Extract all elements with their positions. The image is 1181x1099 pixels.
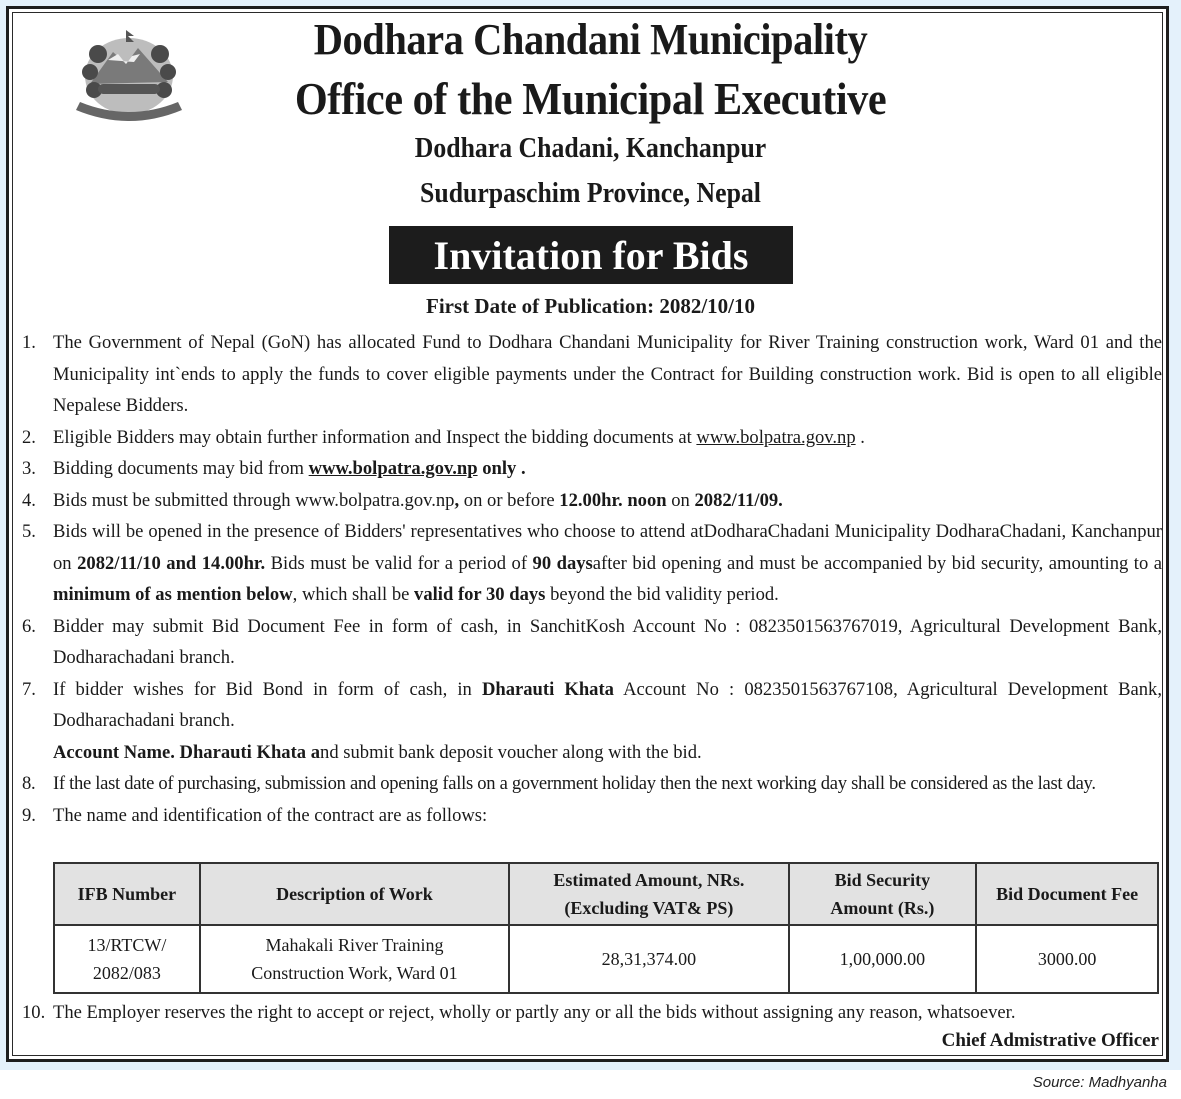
terms-list (22, 327, 1162, 831)
cell-bid-document-fee: 3000.00 (976, 925, 1158, 993)
table-row (54, 925, 1158, 993)
cell-estimated-amount: 28,31,374.00 (509, 925, 788, 993)
bolpatra-link[interactable]: www.bolpatra.gov.np (696, 426, 856, 448)
term-item-9: 9. The name and identification of the contract are as follows: (22, 804, 488, 826)
term-item-10: 10. The Employer reserves the right to accept or reject, wholly or partly any or all the bids without assigning any reason, whatsoever. (22, 1002, 1016, 1023)
col-estimated-amount: Estimated Amount, NRs. (Excluding VAT& PS) (509, 863, 788, 925)
cell-ifb-number: 13/RTCW/ 2082/083 (54, 925, 200, 993)
contract-table (53, 862, 1159, 994)
account-name-note: Account Name. Dharauti Khata and submit bank deposit voucher along with the bid. (53, 741, 702, 763)
term-item-3: 3. Bidding documents may bid from www.bolpatra.gov.np only . (22, 458, 526, 479)
col-ifb-number: IFB Number (54, 863, 200, 925)
col-description: Description of Work (200, 863, 509, 925)
term-item-7: 7. If bidder wishes for Bid Bond in form of cash, in Dharauti Khata Account No : 0823501563767108, Agricultural Development Bank, Dodharachadani branch. (22, 678, 1162, 731)
invitation-banner: Invitation for Bids (389, 226, 793, 284)
address-line-1: Dodhara Chadani, Kanchanpur (414, 133, 767, 164)
office-name: Office of the Municipal Executive (294, 73, 887, 124)
cell-bid-security: 1,00,000.00 (789, 925, 977, 993)
col-bid-security: Bid Security Amount (Rs.) (789, 863, 977, 925)
term-item-4: 4. Bids must be submitted through www.bolpatra.gov.np, on or before 12.00hr. noon on 2082/11/09. (22, 489, 783, 511)
signatory-title: Chief Admistrative Officer (941, 1030, 1159, 1051)
source-credit: Source: Madhyanha (1032, 1074, 1167, 1091)
municipality-name: Dodhara Chandani Municipality (313, 15, 868, 64)
cell-description: Mahakali River Training Construction Work, Ward 01 (200, 925, 509, 993)
term-item-1: 1. The Government of Nepal (GoN) has allocated Fund to Dodhara Chandani Municipality for River Training construction work, Ward 01 and the Municipality int`ends to apply the funds to cover eligible payments under the Contract for Building construction work. Bid is open to all eligible Nepalese Bidders. (22, 332, 1162, 416)
table-header-row (54, 863, 1158, 925)
term-item-5: 5. Bids will be opened in the presence of Bidders' representatives who choose to attend atDodharaChadani Municipality DodharaChadani, Kanchanpur on 2082/11/10 and 14.00hr. Bids must be valid for a period of 90 daysafter bid opening and must be accompanied by bid security, amounting to a minimum of as mention below, which shall be valid for 30 days beyond the bid validity period. (22, 521, 1162, 605)
term-item-8: 8. If the last date of purchasing, submission and opening falls on a government holiday then the next working day shall be considered as the last day. (22, 773, 1096, 794)
bolpatra-link-bold[interactable]: www.bolpatra.gov.np (308, 458, 478, 479)
address-line-2: Sudurpaschim Province, Nepal (420, 178, 761, 209)
col-bid-document-fee: Bid Document Fee (976, 863, 1158, 925)
term-item-6: 6. Bidder may submit Bid Document Fee in form of cash, in SanchitKosh Account No : 0823501563767019, Agricultural Development Bank, Dodharachadani branch. (22, 615, 1162, 668)
term-item-2: 2. Eligible Bidders may obtain further information and Inspect the bidding documents at www.bolpatra.gov.np . (22, 426, 865, 448)
publication-date: First Date of Publication: 2082/10/10 (426, 294, 755, 318)
